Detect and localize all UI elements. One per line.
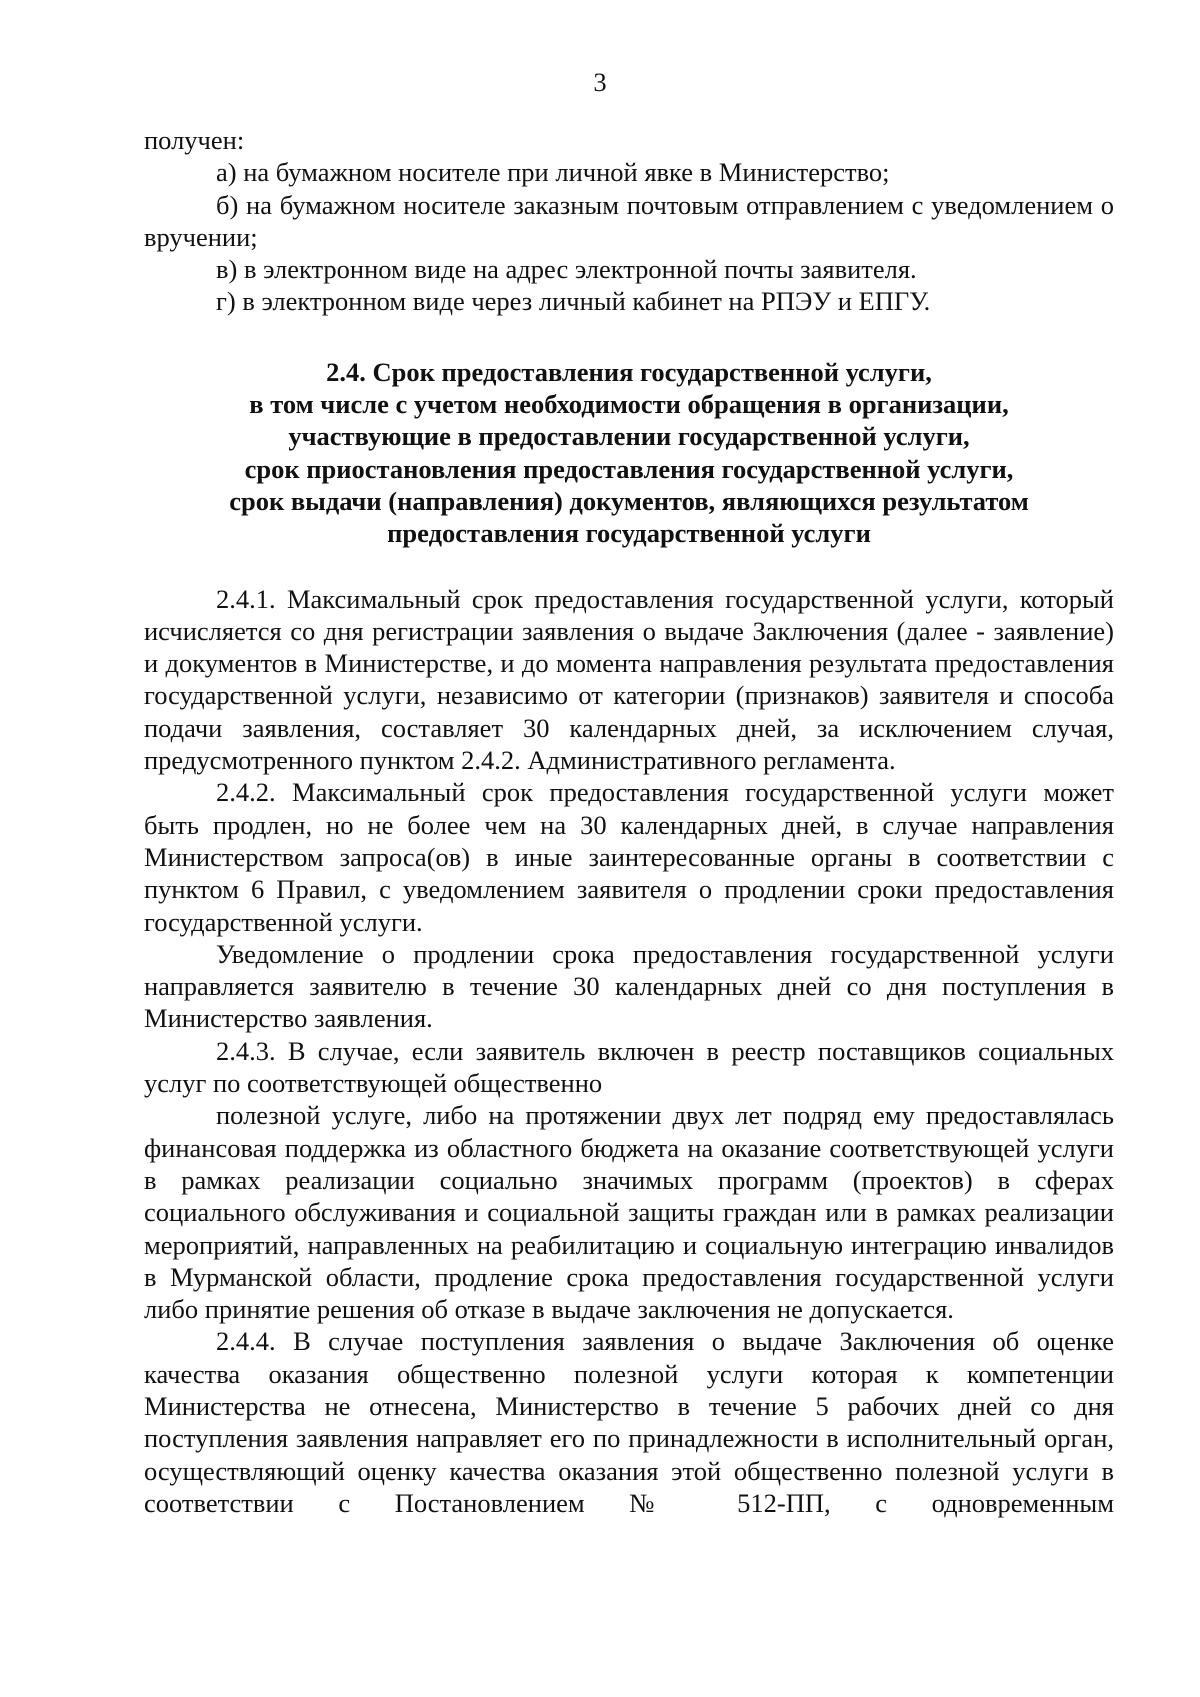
paragraph-2-4-4: 2.4.4. В случае поступления заявления о выдаче Заключения об оценке качества оказания общественно полезной услуги которая к компетенции Министерства не отнесена, Министерство в течение 5 рабочих дней со дня поступления заявления направляет его по принадлежности в исполнительный орган, осуществляющий оценку качества оказания этой общественно полезной услуги в соответствии с Постановлением № 512-ПП, с одновременным bbox=[144, 1326, 1114, 1518]
heading-line: участвующие в предоставлении государственной услуги, bbox=[288, 421, 970, 452]
paragraph-notice: Уведомление о продлении срока предоставления государственной услуги направляется заявителю в течение 30 календарных дней со дня поступления в Министерство заявления. bbox=[144, 938, 1114, 1034]
paragraph-2-4-3-part-b: полезной услуге, либо на протяжении двух лет подряд ему предоставлялась финансовая поддержка из областного бюджета на оказание соответствующей услуги в рамках реализации социально значимых программ (проектов) в сферах социального обслуживания и социальной защиты граждан или в рамках реализации мероприятий, направленных на реабилитацию и социальную интеграцию инвалидов в Мурманской области, продление срока предоставления государственной услуги либо принятие решения об отказе в выдаче заключения не допускается. bbox=[144, 1100, 1114, 1325]
heading-line: срок выдачи (направления) документов, являющихся результатом bbox=[229, 485, 1029, 516]
intro-item-d: г) в электронном виде через личный кабинет на РПЭУ и ЕПГУ. bbox=[216, 286, 931, 317]
heading-line: 2.4. Срок предоставления государственной услуги, bbox=[326, 356, 932, 387]
intro-item-b: б) на бумажном носителе заказным почтовым отправлением с уведомлением о вручении; bbox=[144, 189, 1114, 252]
page-number: 3 bbox=[593, 67, 607, 97]
paragraph-2-4-1: 2.4.1. Максимальный срок предоставления государственной услуги, который исчисляется со дня регистрации заявления о выдаче Заключения (далее - заявление) и документов в Министерстве, и до момента направления результата предоставления государственной услуги, независимо от категории (признаков) заявителя и способа подачи заявления, составляет 30 календарных дней, за исключением случая, предусмотренного пунктом 2.4.2. Административного регламента. bbox=[144, 583, 1114, 776]
section-heading-2-4 bbox=[144, 318, 1114, 583]
heading-line: в том числе с учетом необходимости обращения в организации, bbox=[249, 389, 1009, 420]
document-body bbox=[144, 124, 1114, 1519]
intro-item-c: в) в электронном виде на адрес электронной почты заявителя. bbox=[216, 254, 917, 285]
intro-lead: получен: bbox=[144, 125, 245, 155]
intro-item-a: а) на бумажном носителе при личной явке в Министерство; bbox=[216, 157, 890, 188]
paragraph-2-4-3-part-a: 2.4.3. В случае, если заявитель включен в реестр поставщиков социальных услуг по соответствующей общественно bbox=[144, 1035, 1114, 1099]
heading-line: срок приостановления предоставления государственной услуги, bbox=[244, 453, 1014, 484]
paragraph-2-4-3 bbox=[144, 1035, 1114, 1326]
heading-line: предоставления государственной услуги bbox=[387, 518, 871, 549]
paragraph-2-4-2: 2.4.2. Максимальный срок предоставления государственной услуги может быть продлен, но не более чем на 30 календарных дней, в случае направления Министерством запроса(ов) в иные заинтересованные органы в соответствии с пунктом 6 Правил, с уведомлением заявителя о продлении сроки предоставления государственной услуги. bbox=[144, 777, 1114, 937]
